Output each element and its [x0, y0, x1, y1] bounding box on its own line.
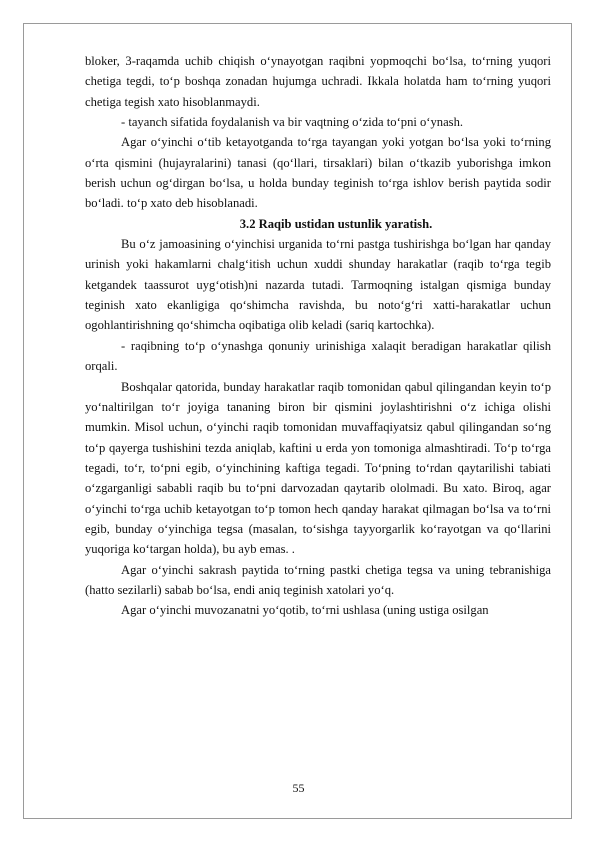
- page-body: [85, 51, 551, 621]
- paragraph: Bu o‘z jamoasining o‘yinchisi urganida to‘rni pastga tushirishga bo‘lgan har qanday urinish yoki hakamlarni chalg‘itish uchun xuddi shunday harakatlar (raqib to‘rga tegib ketgandek taassurot uyg‘otish)ni nazarda tutadi. Tarmoqning istalgan qismiga bunday teginish xato ekanligiga qo‘shimcha ravishda, bu noto‘g‘ri xatti-harakatlar uchun ogohlantirishning qo‘shimcha oqibatiga olib keladi (sariq kartochka).: [85, 237, 551, 333]
- paragraph-dash-item: - raqibning to‘p o‘ynashga qonuniy urinishiga xalaqit beradigan harakatlar qilish orqali.: [85, 338, 551, 374]
- paragraph: Boshqalar qatorida, bunday harakatlar raqib tomonidan qabul qilingandan keyin to‘p yo‘naltirilgan to‘r joyiga tananing biron bir qismini joylashtirishni o‘z ichiga olishi mumkin. Misol uchun, o‘yinchi raqib tomonidan muvaffaqiyatsiz qabul qilingandan so‘ng to‘p qayerga tushishini tezda aniqlab, kaftini u erda yon tomoniga almashtiradi. To‘p to‘rga tegadi, to‘r, to‘pni egib, o‘yinchining kaftiga tegadi. To‘pning to‘rdan qaytarilishi tabiati o‘zgarganligi sababli raqib bu to‘pni darvozadan qaytarib ololmadi. Bu xato. Biroq, agar o‘yinchi to‘rga uchib ketayotgan to‘p tomon hech qanday harakat qilmagan bo‘lsa va to‘rni egib, bunday o‘yinchiga tegsa (masalan, to‘sishga tayyorgarlik ko‘rayotgan va qo‘llarini yuqoriga ko‘targan holda), bu ayb emas. .: [85, 379, 551, 557]
- document-page: [23, 23, 572, 819]
- paragraph-truncated: Agar o‘yinchi muvozanatni yo‘qotib, to‘rni ushlasa (uning ustiga osilgan: [121, 603, 489, 618]
- paragraph-continuation: bloker, 3-raqamda uchib chiqish o‘ynayotgan raqibni yopmoqchi bo‘lsa, to‘rning yuqori chetiga tegdi, to‘p boshqa zonadan hujumga uchradi. Ikkala holatda ham to‘rning yuqori chetiga tegish xato hisoblanmaydi.: [85, 54, 551, 109]
- paragraph: Agar o‘yinchi o‘tib ketayotganda to‘rga tayangan yoki yotgan bo‘lsa yoki to‘rning o‘rta qismini (hujayralarini) tanasi (qo‘llari, tirsaklari) bilan o‘tkazib yuborishga imkon berish uchun og‘dirgan bo‘lsa, u holda bunday teginish to‘rga ishlov berish paytida sodir bo‘ladi. to‘p xato deb hisoblanadi.: [85, 135, 551, 211]
- paragraph: Agar o‘yinchi sakrash paytida to‘rning pastki chetiga tegsa va uning tebranishiga (hatto sezilarli) sabab bo‘lsa, endi aniq teginish xatolari yo‘q.: [85, 562, 551, 597]
- paragraph-dash-item: - tayanch sifatida foydalanish va bir vaqtning o‘zida to‘pni o‘ynash.: [121, 115, 464, 130]
- section-heading: 3.2 Raqib ustidan ustunlik yaratish.: [239, 216, 433, 231]
- page-number: 55: [292, 781, 305, 795]
